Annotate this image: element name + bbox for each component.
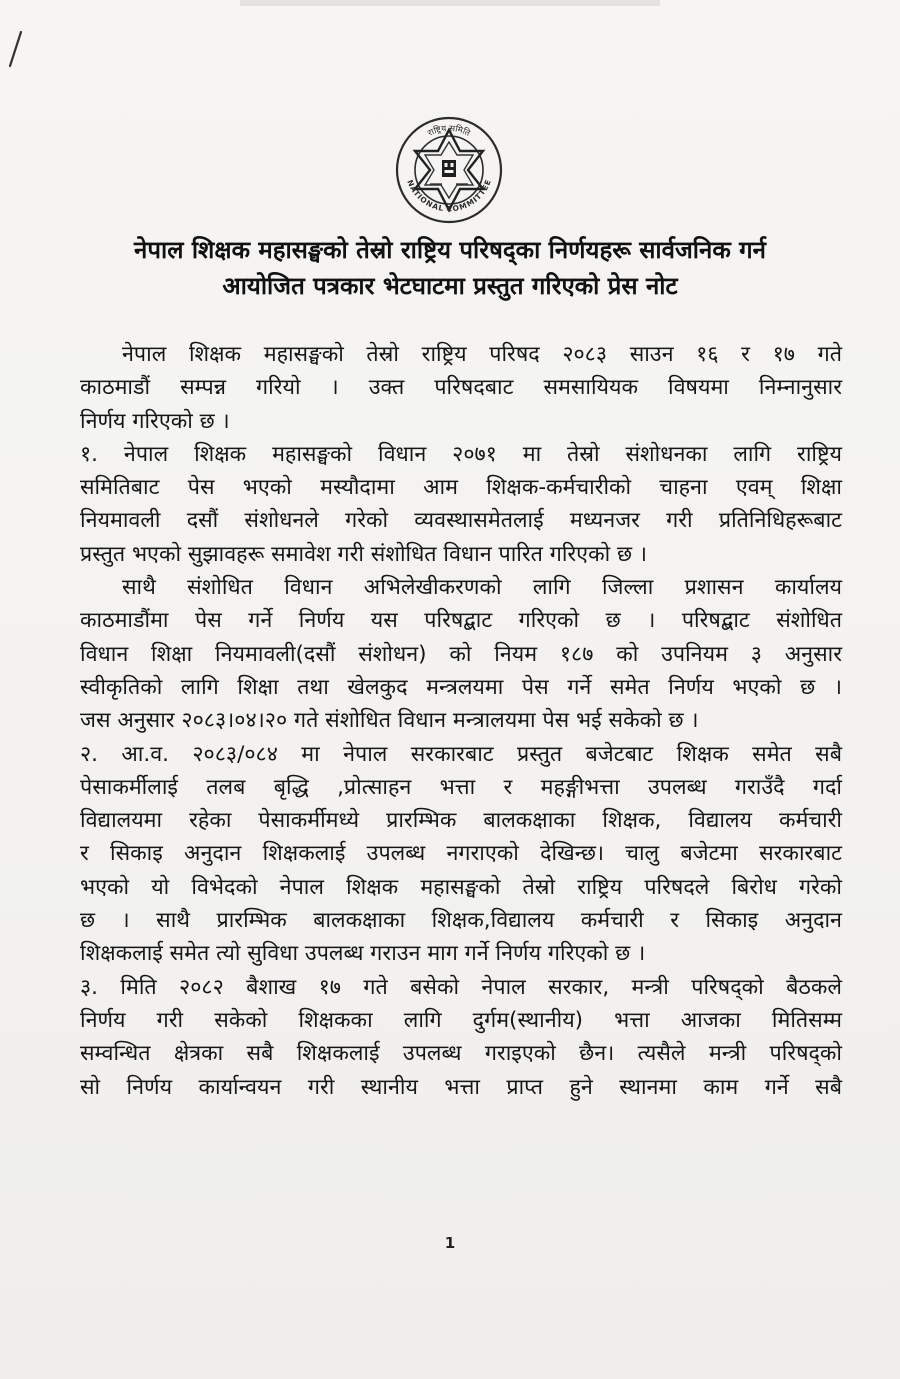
text-line: सम्वन्धित क्षेत्रका सबै शिक्षकलाई उपलब्ध गराइएको छैन। त्यसैले मन्त्री परिषद्को xyxy=(80,1041,842,1067)
svg-text:राष्ट्रिय समिति: राष्ट्रिय समिति xyxy=(426,123,472,139)
text-line: र सिकाइ अनुदान शिक्षकलाई उपलब्ध नगराएको देखिन्छ। चालु बजेटमा सरकारबाट xyxy=(80,841,842,867)
text-line: निर्णय गरी सकेको शिक्षकका लागि दुर्गम(स्थानीय) भत्ता आजका मितिसम्म xyxy=(80,1007,842,1033)
paragraph-decision-1 xyxy=(80,438,842,571)
organization-seal-logo xyxy=(384,110,514,225)
text-line: छ । साथै प्रारम्भिक बालकक्षाका शिक्षक,विद्यालय कर्मचारी र सिकाइ अनुदान xyxy=(80,908,842,934)
text-line: सो निर्णय कार्यान्वयन गरी स्थानीय भत्ता प्राप्त हुने स्थानमा काम गर्ने सबै xyxy=(80,1074,842,1100)
text-line: भएको यो विभेदको नेपाल शिक्षक महासङ्घको तेस्रो राष्ट्रिय परिषदले बिरोध गरेको xyxy=(80,874,842,900)
scan-top-edge xyxy=(240,0,660,6)
text-line: पेसाकर्मीलाई तलब बृद्धि ,प्रोत्साहन भत्ता र महङ्गीभत्ता उपलब्ध गराउँदै गर्दा xyxy=(80,774,842,800)
paragraph-decision-2 xyxy=(80,738,842,971)
text-line: विधान शिक्षा नियमावली(दसौं संशोधन) को नियम १८७ को उपनियम ३ अनुसार xyxy=(80,641,842,667)
text-line: साथै संशोधित विधान अभिलेखीकरणको लागि जिल्ला प्रशासन कार्यालय xyxy=(122,575,842,601)
paragraph-decision-1-cont xyxy=(80,571,842,737)
press-note-title xyxy=(60,232,840,304)
text-line: विद्यालयमा रहेका पेसाकर्मीमध्ये प्रारम्भिक बालकक्षाका शिक्षक, विद्यालय कर्मचारी xyxy=(80,808,842,834)
text-line: नियमावली दसौं संशोधनले गरेको व्यवस्थासमेतलाई मध्यनजर गरी प्रतिनिधिहरूबाट xyxy=(80,508,842,534)
title-line-2: आयोजित पत्रकार भेटघाटमा प्रस्तुत गरिएको प्रेस नोट xyxy=(222,272,678,300)
text-line: ३. मिति २०८२ बैशाख १७ गते बसेको नेपाल सरकार, मन्त्री परिषद्को बैठकले xyxy=(80,974,842,1000)
text-line: निर्णय गरिएको छ । xyxy=(80,408,230,434)
text-line: स्वीकृतिको लागि शिक्षा तथा खेलकुद मन्त्रलयमा पेस गर्ने समेत निर्णय भएको छ । xyxy=(80,674,842,700)
svg-text:NATIONAL COMMITTEE: NATIONAL COMMITTEE xyxy=(405,178,493,214)
pen-stroke-mark xyxy=(6,30,26,70)
text-line: समितिबाट पेस भएको मस्यौदामा आम शिक्षक-कर्मचारीको चाहना एवम् शिक्षा xyxy=(80,475,842,501)
text-line: काठमाडौंमा पेस गर्ने निर्णय यस परिषद्बाट गरिएको छ । परिषद्बाट संशोधित xyxy=(80,608,842,634)
text-line: जस अनुसार २०८३।०४।२० गते संशोधित विधान मन्त्रालयमा पेस भई सकेको छ । xyxy=(80,708,699,734)
text-line: प्रस्तुत भएको सुझावहरू समावेश गरी संशोधित विधान पारित गरिएको छ । xyxy=(80,541,648,567)
paragraph-decision-3 xyxy=(80,971,842,1104)
title-line-1: नेपाल शिक्षक महासङ्घको तेस्रो राष्ट्रिय परिषद्का निर्णयहरू सार्वजनिक गर्न xyxy=(134,236,766,264)
text-line: १. नेपाल शिक्षक महासङ्घको विधान २०७१ मा तेस्रो संशोधनका लागि राष्ट्रिय xyxy=(80,441,842,467)
text-line: शिक्षकलाई समेत त्यो सुविधा उपलब्ध गराउन माग गर्ने निर्णय गरिएको छ । xyxy=(80,941,646,967)
page-number: 1 xyxy=(444,1234,456,1252)
press-note-body xyxy=(80,338,842,1104)
text-line: नेपाल शिक्षक महासङ्घको तेस्रो राष्ट्रिय परिषद २०८३ साउन १६ र १७ गते xyxy=(122,342,842,367)
paragraph-intro xyxy=(80,338,842,438)
text-line: २. आ.व. २०८३/०८४ मा नेपाल सरकारबाट प्रस्तुत बजेटबाट शिक्षक समेत सबै xyxy=(80,741,842,767)
text-line: काठमाडौं सम्पन्न गरियो । उक्त परिषदबाट समसायियक विषयमा निम्नानुसार xyxy=(80,375,842,401)
